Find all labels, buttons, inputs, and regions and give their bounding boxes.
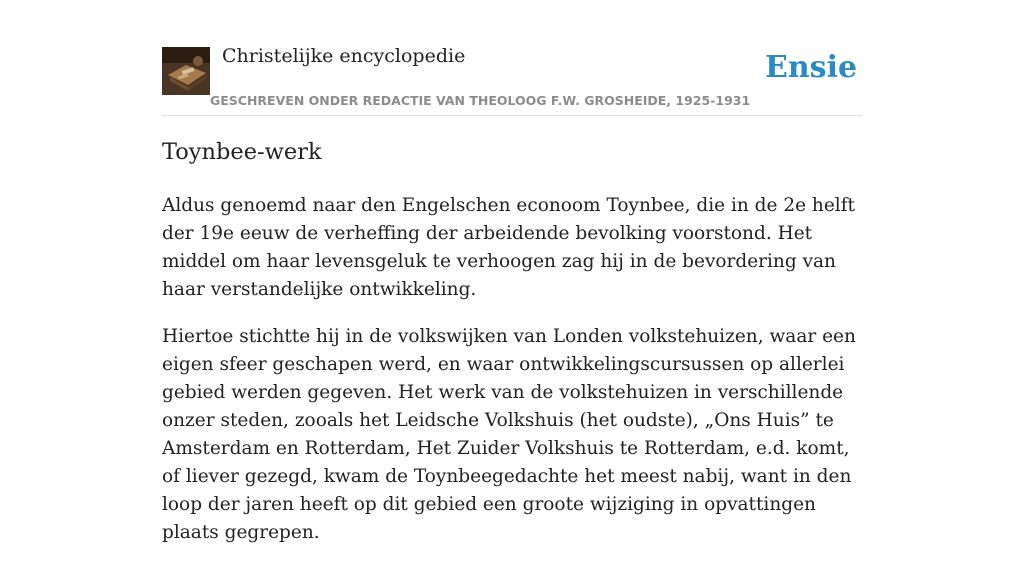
source-avatar[interactable] xyxy=(162,47,210,95)
source-title[interactable]: Christelijke encyclopedie xyxy=(222,45,466,67)
article-title: Toynbee-werk xyxy=(162,139,322,165)
article-body xyxy=(162,192,867,566)
article-paragraph-2: Hiertoe stichtte hij in de volkswijken van Londen volkstehuizen, waar een eigen sfeer geschapen werd, en waar ontwikkelingscursussen op allerlei gebied werden gegeven. Het werk van de volkstehuizen in verschillende onzer steden, zooals het Leidsche Volkshuis (het oudste), „Ons Huis” te Amsterdam en Rotterdam, Het Zuider Volkshuis te Rotterdam, e.d. komt, of liever gezegd, kwam de Toynbeegedachte het meest nabij, want in den loop der jaren heeft op dit gebied een groote wijziging in opvattingen plaats gegrepen. xyxy=(162,326,856,543)
article-paragraph-1: Aldus genoemd naar den Engelschen econoom Toynbee, die in de 2e helft der 19e eeuw de verheffing der arbeidende bevolking voorstond. Het middel om haar levensgeluk te verhoogen zag hij in de bevordering van haar verstandelijke ontwikkeling. xyxy=(162,195,855,300)
header-divider xyxy=(162,115,862,116)
source-subtitle: GESCHREVEN ONDER REDACTIE VAN THEOLOOG F.W. GROSHEIDE, 1925-1931 xyxy=(210,93,751,108)
ensie-logo-link[interactable]: Ensie xyxy=(765,50,858,85)
book-image-icon xyxy=(162,47,210,95)
